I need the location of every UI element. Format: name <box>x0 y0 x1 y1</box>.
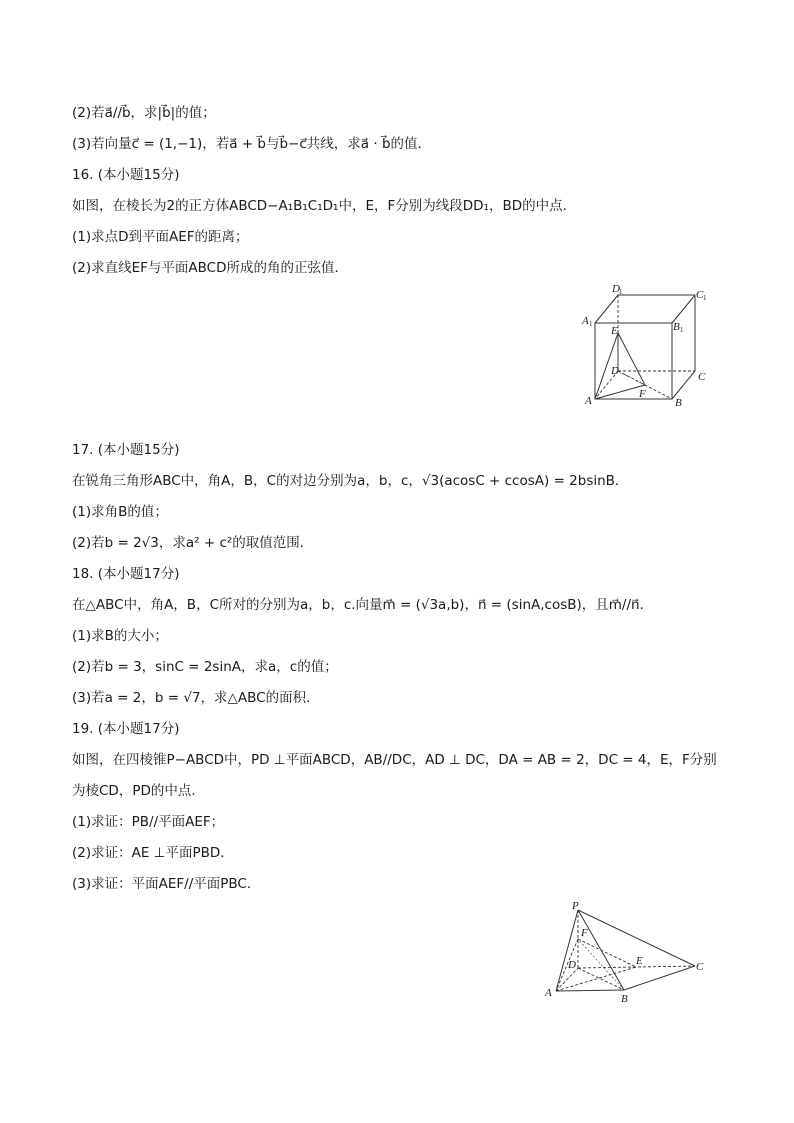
q18-part1: (1)求B的大小； <box>72 628 168 644</box>
label-C: C <box>698 371 706 383</box>
q19-part3: (3)求证：平面AEF//平面PBC． <box>72 876 261 892</box>
q17-part2: (2)若b = 2√3，求a² + c²的取值范围． <box>72 535 314 551</box>
q19-part2: (2)求证：AE ⊥平面PBD． <box>72 845 234 861</box>
label-A1-sub: 1 <box>589 320 593 328</box>
q17-header: 17. (本小题15分) <box>72 442 180 458</box>
label-D: D <box>611 365 619 377</box>
q19-header: 19. (本小题17分) <box>72 721 180 737</box>
q16-part1: (1)求点D到平面AEF的距离； <box>72 229 249 245</box>
label-D1-sub: 1 <box>619 288 623 296</box>
q19-stem-cont: 为棱CD，PD的中点． <box>72 783 205 799</box>
label-B1-sub: 1 <box>680 326 684 334</box>
q18-part3: (3)若a = 2，b = √7，求△ABC的面积． <box>72 690 320 706</box>
label-A: A <box>545 987 552 999</box>
pyramid-figure <box>540 896 715 1010</box>
label-B: B <box>621 993 628 1005</box>
cube-diagram <box>578 282 718 412</box>
label-E: E <box>636 955 643 967</box>
label-F: F <box>581 927 588 939</box>
label-A1: A <box>582 315 589 327</box>
q18-stem: 在△ABC中，角A，B，C所对的分别为a，b，c.向量m⃗ = (√3a,b)，n⃗ = (sinA,cosB)，且m⃗//n⃗． <box>72 597 654 613</box>
label-F: F <box>639 388 646 400</box>
q15-part3: (3)若向量c⃗ = (1,−1)，若a⃗ + b⃗与b⃗−c⃗共线，求a⃗ · b⃗的值． <box>72 136 432 152</box>
q19-part1: (1)求证：PB//平面AEF； <box>72 814 225 830</box>
pyramid-diagram <box>540 896 715 1006</box>
label-D: D <box>568 959 576 971</box>
q18-header: 18. (本小题17分) <box>72 566 180 582</box>
cube-figure <box>578 282 718 416</box>
q18-part2: (2)若b = 3，sinC = 2sinA，求a，c的值； <box>72 659 338 675</box>
label-E: E <box>611 325 618 337</box>
q16-part2: (2)求直线EF与平面ABCD所成的角的正弦值． <box>72 260 348 276</box>
label-P: P <box>572 900 579 912</box>
label-C: C <box>696 961 704 973</box>
label-B: B <box>675 397 682 409</box>
label-C1: C <box>696 289 704 301</box>
q16-header: 16. (本小题15分) <box>72 167 180 183</box>
q19-stem: 如图，在四棱锥P−ABCD中，PD ⊥平面ABCD，AB//DC，AD ⊥ DC，DA = AB = 2，DC = 4，E，F分别 <box>72 752 717 768</box>
label-D1: D <box>612 283 620 295</box>
q15-part2: (2)若a⃗//b⃗，求|b⃗|的值； <box>72 105 216 121</box>
label-C1-sub: 1 <box>703 294 707 302</box>
label-A: A <box>585 395 592 407</box>
q16-stem: 如图，在棱长为2的正方体ABCD−A₁B₁C₁D₁中，E，F分别为线段DD₁，BD的中点． <box>72 198 577 214</box>
q17-stem: 在锐角三角形ABC中，角A，B，C的对边分别为a，b，c，√3(acosC + ccosA) = 2bsinB． <box>72 473 629 489</box>
label-B1: B <box>673 321 680 333</box>
q17-part1: (1)求角B的值； <box>72 504 168 520</box>
